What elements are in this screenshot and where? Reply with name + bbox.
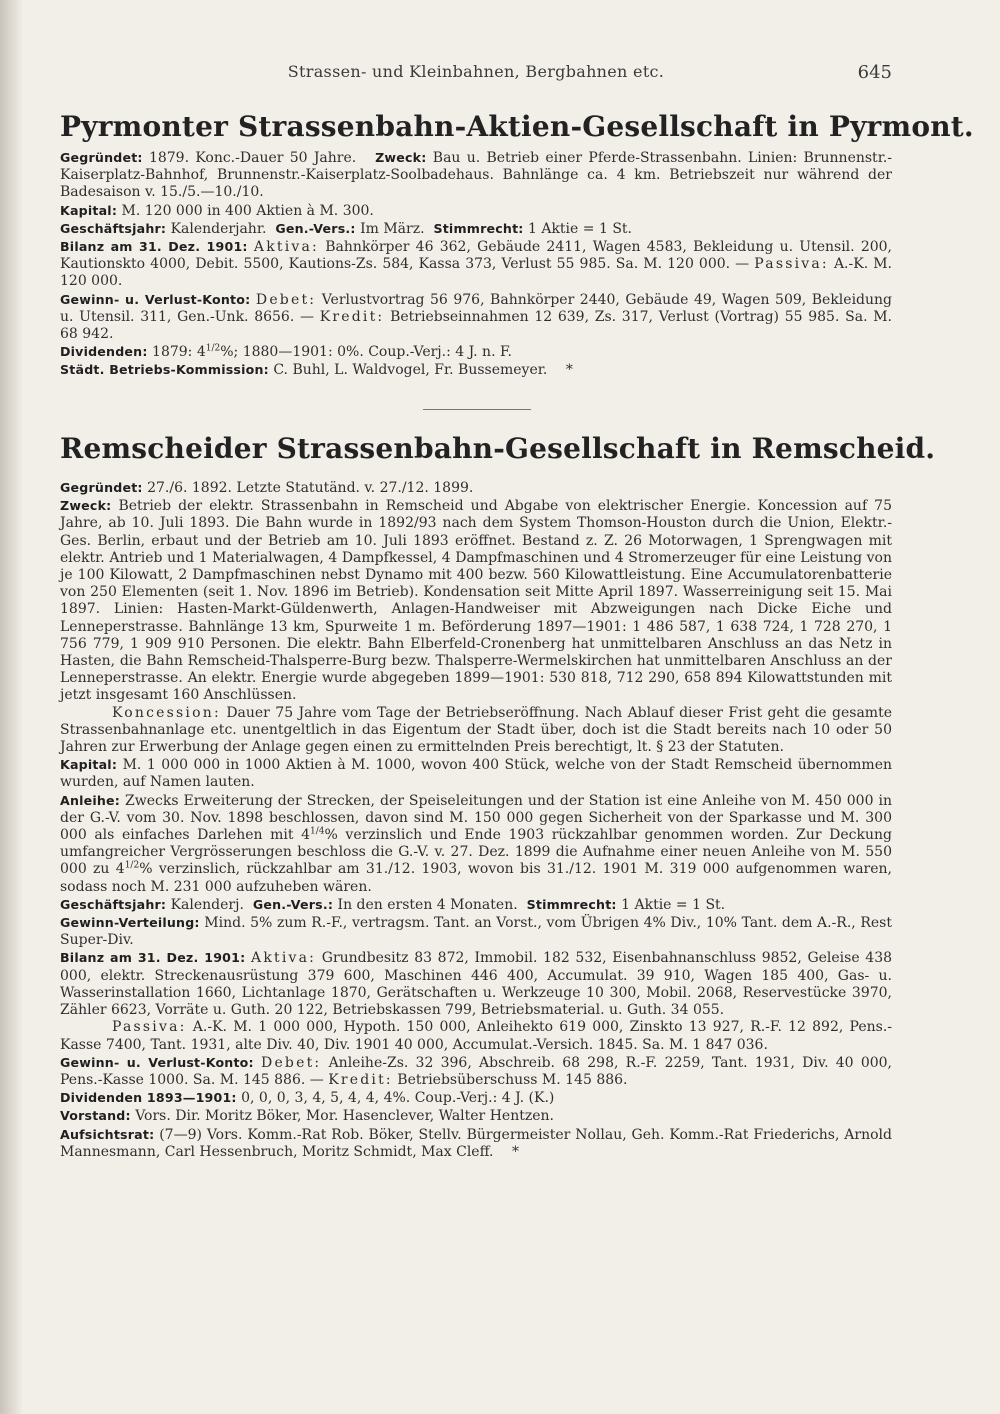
dividenden: [60, 1089, 892, 1107]
text: Bau u. Betrieb einer Pferde-Strassenbahn. Linien: Brunnenstr.-Kaiserplatz-Bahnhof, Brunnenstr.-Kaiserplatz-Soolbadehaus. Bahnlänge ca. 4 km. Betriebszeit nur während der Badesaison v. 15./5.—10./10.: [60, 150, 893, 201]
label: Städt. Betriebs-Kommission:: [60, 362, 269, 378]
text: C. Buhl, L. Waldvogel, Fr. Bussemeyer.: [273, 362, 548, 379]
binding-edge: [0, 0, 22, 1414]
label: Vorstand:: [60, 1108, 131, 1124]
gegruendet: [60, 479, 892, 497]
text: Kalenderj.: [170, 896, 244, 913]
label: Bilanz am 31. Dez. 1901:: [60, 239, 248, 255]
text: Betriebseinnahmen 12 639, Zs. 317, Verlust (Vortrag) 55 985. Sa. M. 68 942.: [60, 308, 893, 343]
text: Grundbesitz 83 872, Immobil. 182 532, Eisenbahnanschluss 9852, Geleise 438 000, elektr. Streckenausrüstung 379 600, Maschinen 446 400, Accumulat. 39 910, Wagen 185 400, Gas- u. Wasserinstallation 1660, Lichtanlage 1870, Gerätschaften u. Werkzeuge 10 300, Mobil. 2068, Reservestücke 3970, Zähler 6623, Vorräte u. Guth. 20 122, Betriebskassen 799, Betriebsmaterial. u. Guth. 34 055.: [60, 950, 893, 1019]
kommission: [60, 361, 892, 379]
geschaeftsjahr: [60, 220, 892, 238]
text: Kalenderjahr.: [170, 220, 267, 237]
label: Gewinn-Verteilung:: [60, 915, 200, 931]
label: Gen.-Vers.:: [252, 896, 334, 912]
star-mark: *: [565, 362, 573, 379]
text: A.-K. M. 120 000.: [60, 256, 893, 290]
kapital: [60, 756, 892, 791]
text: 0, 0, 0, 3, 4, 5, 4, 4, 4%. Coup.-Verj.: 4 J. (K.): [241, 1090, 555, 1107]
text: 1 Aktie = 1 St.: [621, 896, 726, 913]
label: Anleihe:: [60, 792, 121, 808]
label: Kapital:: [60, 202, 118, 218]
text: 1879. Konc.-Dauer 50 Jahre.: [148, 150, 357, 166]
passiva-label: Passiva:: [112, 1019, 187, 1036]
label: Kapital:: [60, 757, 118, 773]
kredit-label: Kredit:: [319, 308, 385, 325]
entry-remscheid: [60, 432, 936, 1161]
entry-pyrmont: [60, 110, 974, 380]
text: M. 1 000 000 in 1000 Aktien à M. 1000, wovon 400 Stück, welche von der Stadt Remscheid übernommen wurden, auf Namen lauten.: [60, 757, 893, 791]
debet-label: Debet:: [261, 1054, 322, 1071]
anleihe: [60, 792, 892, 896]
text: Im März.: [360, 220, 425, 237]
label: Dividenden:: [60, 344, 148, 360]
label: Zweck:: [375, 150, 427, 165]
label: Stimmrecht:: [526, 896, 617, 912]
section-divider: [423, 409, 531, 410]
aufsichtsrat: [60, 1126, 892, 1161]
geschaeftsjahr: [60, 896, 892, 914]
label: Gegründet:: [60, 480, 143, 495]
fraction: 1/2: [205, 343, 221, 354]
text: In den ersten 4 Monaten.: [337, 896, 518, 913]
text: Dauer 75 Jahre vom Tage der Betriebseröffnung. Nach Ablauf dieser Frist geht die gesamte Strassenbahnanlage etc. unentgeltlich in das Eigentum der Stadt über, doch ist die Stadt bereits nach 10 oder 50 Jahren zur Erwerbung der Anlage gegen einen zu ermittelnden Preis berechtigt, lt. § 23 der Statuten.: [60, 704, 892, 756]
text: 1879: 4: [152, 344, 206, 361]
text: Bahnkörper 46 362, Gebäude 2411, Wagen 4583, Bekleidung u. Utensil. 200, Kautionskto 4000, Debit. 5500, Kautions-Zs. 584, Kassa 373, Verlust 55 985. Sa. M. 120 000. —: [60, 239, 893, 273]
aktiva-label: Aktiva:: [253, 239, 319, 256]
running-head: [60, 62, 892, 86]
kredit-label: Kredit:: [328, 1071, 393, 1088]
text: Vors. Dir. Moritz Böker, Mor. Hasenclever, Walter Hentzen.: [135, 1108, 554, 1125]
label: Dividenden 1893—1901:: [60, 1090, 237, 1106]
text: Anleihe-Zs. 32 396, Abschreib. 68 298, R.-F. 2259, Tant. 1931, Div. 40 000, Pens.-Kasse 1000. Sa. M. 145 886. —: [60, 1054, 892, 1088]
passiva-label: Passiva:: [754, 256, 829, 273]
label: Aufsichtsrat:: [60, 1126, 155, 1142]
text: Verlustvortrag 56 976, Bahnkörper 2440, Gebäude 49, Wagen 509, Bekleidung u. Utensil. 311, Gen.-Unk. 8656. —: [60, 291, 893, 325]
text: 1 Aktie = 1 St.: [527, 220, 632, 237]
text: (7—9) Vors. Komm.-Rat Rob. Böker, Stellv. Bürgermeister Nollau, Geh. Komm.-Rat Friederichs, Arnold Mannesmann, Carl Hessenbruch, Moritz Schmidt, Max Cleff.: [60, 1126, 892, 1160]
text: M. 120 000 in 400 Aktien à M. 300.: [121, 202, 374, 219]
debet-label: Debet:: [255, 291, 317, 308]
koncession-label: Koncession:: [112, 704, 221, 721]
aktiva-label: Aktiva:: [251, 950, 317, 967]
label: Gegründet:: [60, 150, 143, 165]
label: Stimmrecht:: [433, 220, 524, 236]
fraction: 1/4: [310, 826, 325, 837]
bilanz: [60, 238, 892, 291]
text: 27./6. 1892. Letzte Statutänd. v. 27./12. 1899.: [147, 480, 474, 496]
label: Gen.-Vers.:: [275, 220, 356, 236]
label: Bilanz am 31. Dez. 1901:: [60, 950, 246, 966]
zweck: [60, 497, 892, 704]
text: Betrieb der elektr. Strassenbahn in Remscheid und Abgabe von elektrischer Energie. Koncession auf 75 Jahre, ab 10. Juli 1893. Die Bahn wurde in 1892/93 nach dem System Thomson-Houston durch die Union, Elektr.-Ges. Berlin, erbaut und der Betrieb am 10. Juli 1893 eröffnet. Bestand z. Z. 26 Motorwagen, 1 Sprengwagen mit elektr. Antrieb und 1 Materialwagen, 4 Dampfkessel, 4 Dampfmaschinen und 4 Stromerzeuger für eine Leistung von je 100 Kilowatt, 2 Dampfmaschinen nebst Dynamo mit 400 bezw. 560 Kilowattleistung. Eine Accumulatorenbatterie von 250 Elementen (seit 1. Nov. 1896 im Betrieb). Kondensation seit Mitte April 1897. Wasserreinigung seit 15. Mai 1897. Linien: Hasten-Markt-Güldenwerth, Anlagen-Handweiser mit Abzweigungen nach Dicke Eiche und Lenneperstrasse. Bahnlänge 13 km, Spurweite 1 m. Beförderung 1897—1901: 1 486 587, 1 638 724, 1 728 270, 1 756 779, 1 909 910 Personen. Die elektr. Bahn Elberfeld-Cronenberg hat unmittelbaren Anschluss an das Netz in Hasten, die Bahn Remscheid-Thalsperre-Burg bezw. Thalsperre-Wermelskirchen hat unmittelbaren Anschluss an der Lenneperstrasse. An elektr. Energie wurde abgegeben 1899—1901: 530 818, 712 290, 658 894 Kilowattstunden mit jetzt insgesamt 160 Anschlüssen.: [60, 498, 892, 704]
label: Geschäftsjahr:: [60, 220, 167, 236]
text: Betriebsüberschuss M. 145 886.: [397, 1071, 628, 1088]
bilanz: [60, 949, 892, 1019]
star-mark: *: [511, 1143, 519, 1160]
gegruendet-zweck: [60, 149, 892, 202]
fraction: 1/2: [124, 860, 140, 871]
gewinn-verteilung: [60, 914, 892, 949]
entry-title: Remscheider Strassenbahn-Gesellschaft in Remscheid.: [60, 432, 936, 465]
page-number: 645: [857, 62, 892, 83]
label: Zweck:: [60, 498, 112, 514]
koncession: [60, 705, 892, 757]
text: A.-K. M. 1 000 000, Hypoth. 150 000, Anleihekto 619 000, Zinskto 13 927, R.-F. 12 892, Pens.-Kasse 7400, Tant. 1931, alte Div. 40, Div. 1901 40 000, Accumulat.-Versich. 1845. Sa. M. 1 847 036.: [60, 1019, 893, 1053]
label: Geschäftsjahr:: [60, 896, 167, 912]
vorstand: [60, 1107, 892, 1125]
gewinn-verlust: [60, 1054, 892, 1089]
text: % verzinslich und Ende 1903 rückzahlbar genommen worden. Zur Deckung umfangreicher Vergrösserungen beschloss die G.-V. v. 27. Dez. 1899 die Aufnahme einer neuen Anleihe von M. 550 000 zu 4: [60, 827, 892, 878]
label: Gewinn- u. Verlust-Konto:: [60, 1054, 254, 1070]
text: Mind. 5% zum R.-F., vertragsm. Tant. an Vorst., vom Übrigen 4% Div., 10% Tant. dem A.-R., Rest Super-Div.: [60, 915, 892, 949]
gewinn-verlust: [60, 291, 892, 344]
text: % verzinslich, rückzahlbar am 31./12. 1903, wovon bis 31./12. 1901 M. 319 000 aufgenommen waren, sodass noch M. 231 000 aufzuheben wären.: [60, 861, 892, 895]
dividenden: [60, 343, 892, 361]
kapital: [60, 202, 892, 220]
running-head-title: Strassen- und Kleinbahnen, Bergbahnen etc.: [287, 62, 665, 81]
text: Zwecks Erweiterung der Strecken, der Speiseleitungen und der Station ist eine Anleihe von M. 450 000 in der G.-V. vom 30. Nov. 1898 beschlossen, davon sind M. 150 000 gegen Sicherheit von der Sparkasse und M. 300 000 als einfaches Darlehen mit 4: [60, 792, 892, 844]
passiva: [60, 1019, 892, 1053]
label: Gewinn- u. Verlust-Konto:: [60, 291, 251, 307]
text: %; 1880—1901: 0%. Coup.-Verj.: 4 J. n. F.: [220, 344, 512, 361]
entry-title: Pyrmonter Strassenbahn-Aktien-Gesellschaft in Pyrmont.: [60, 110, 974, 143]
